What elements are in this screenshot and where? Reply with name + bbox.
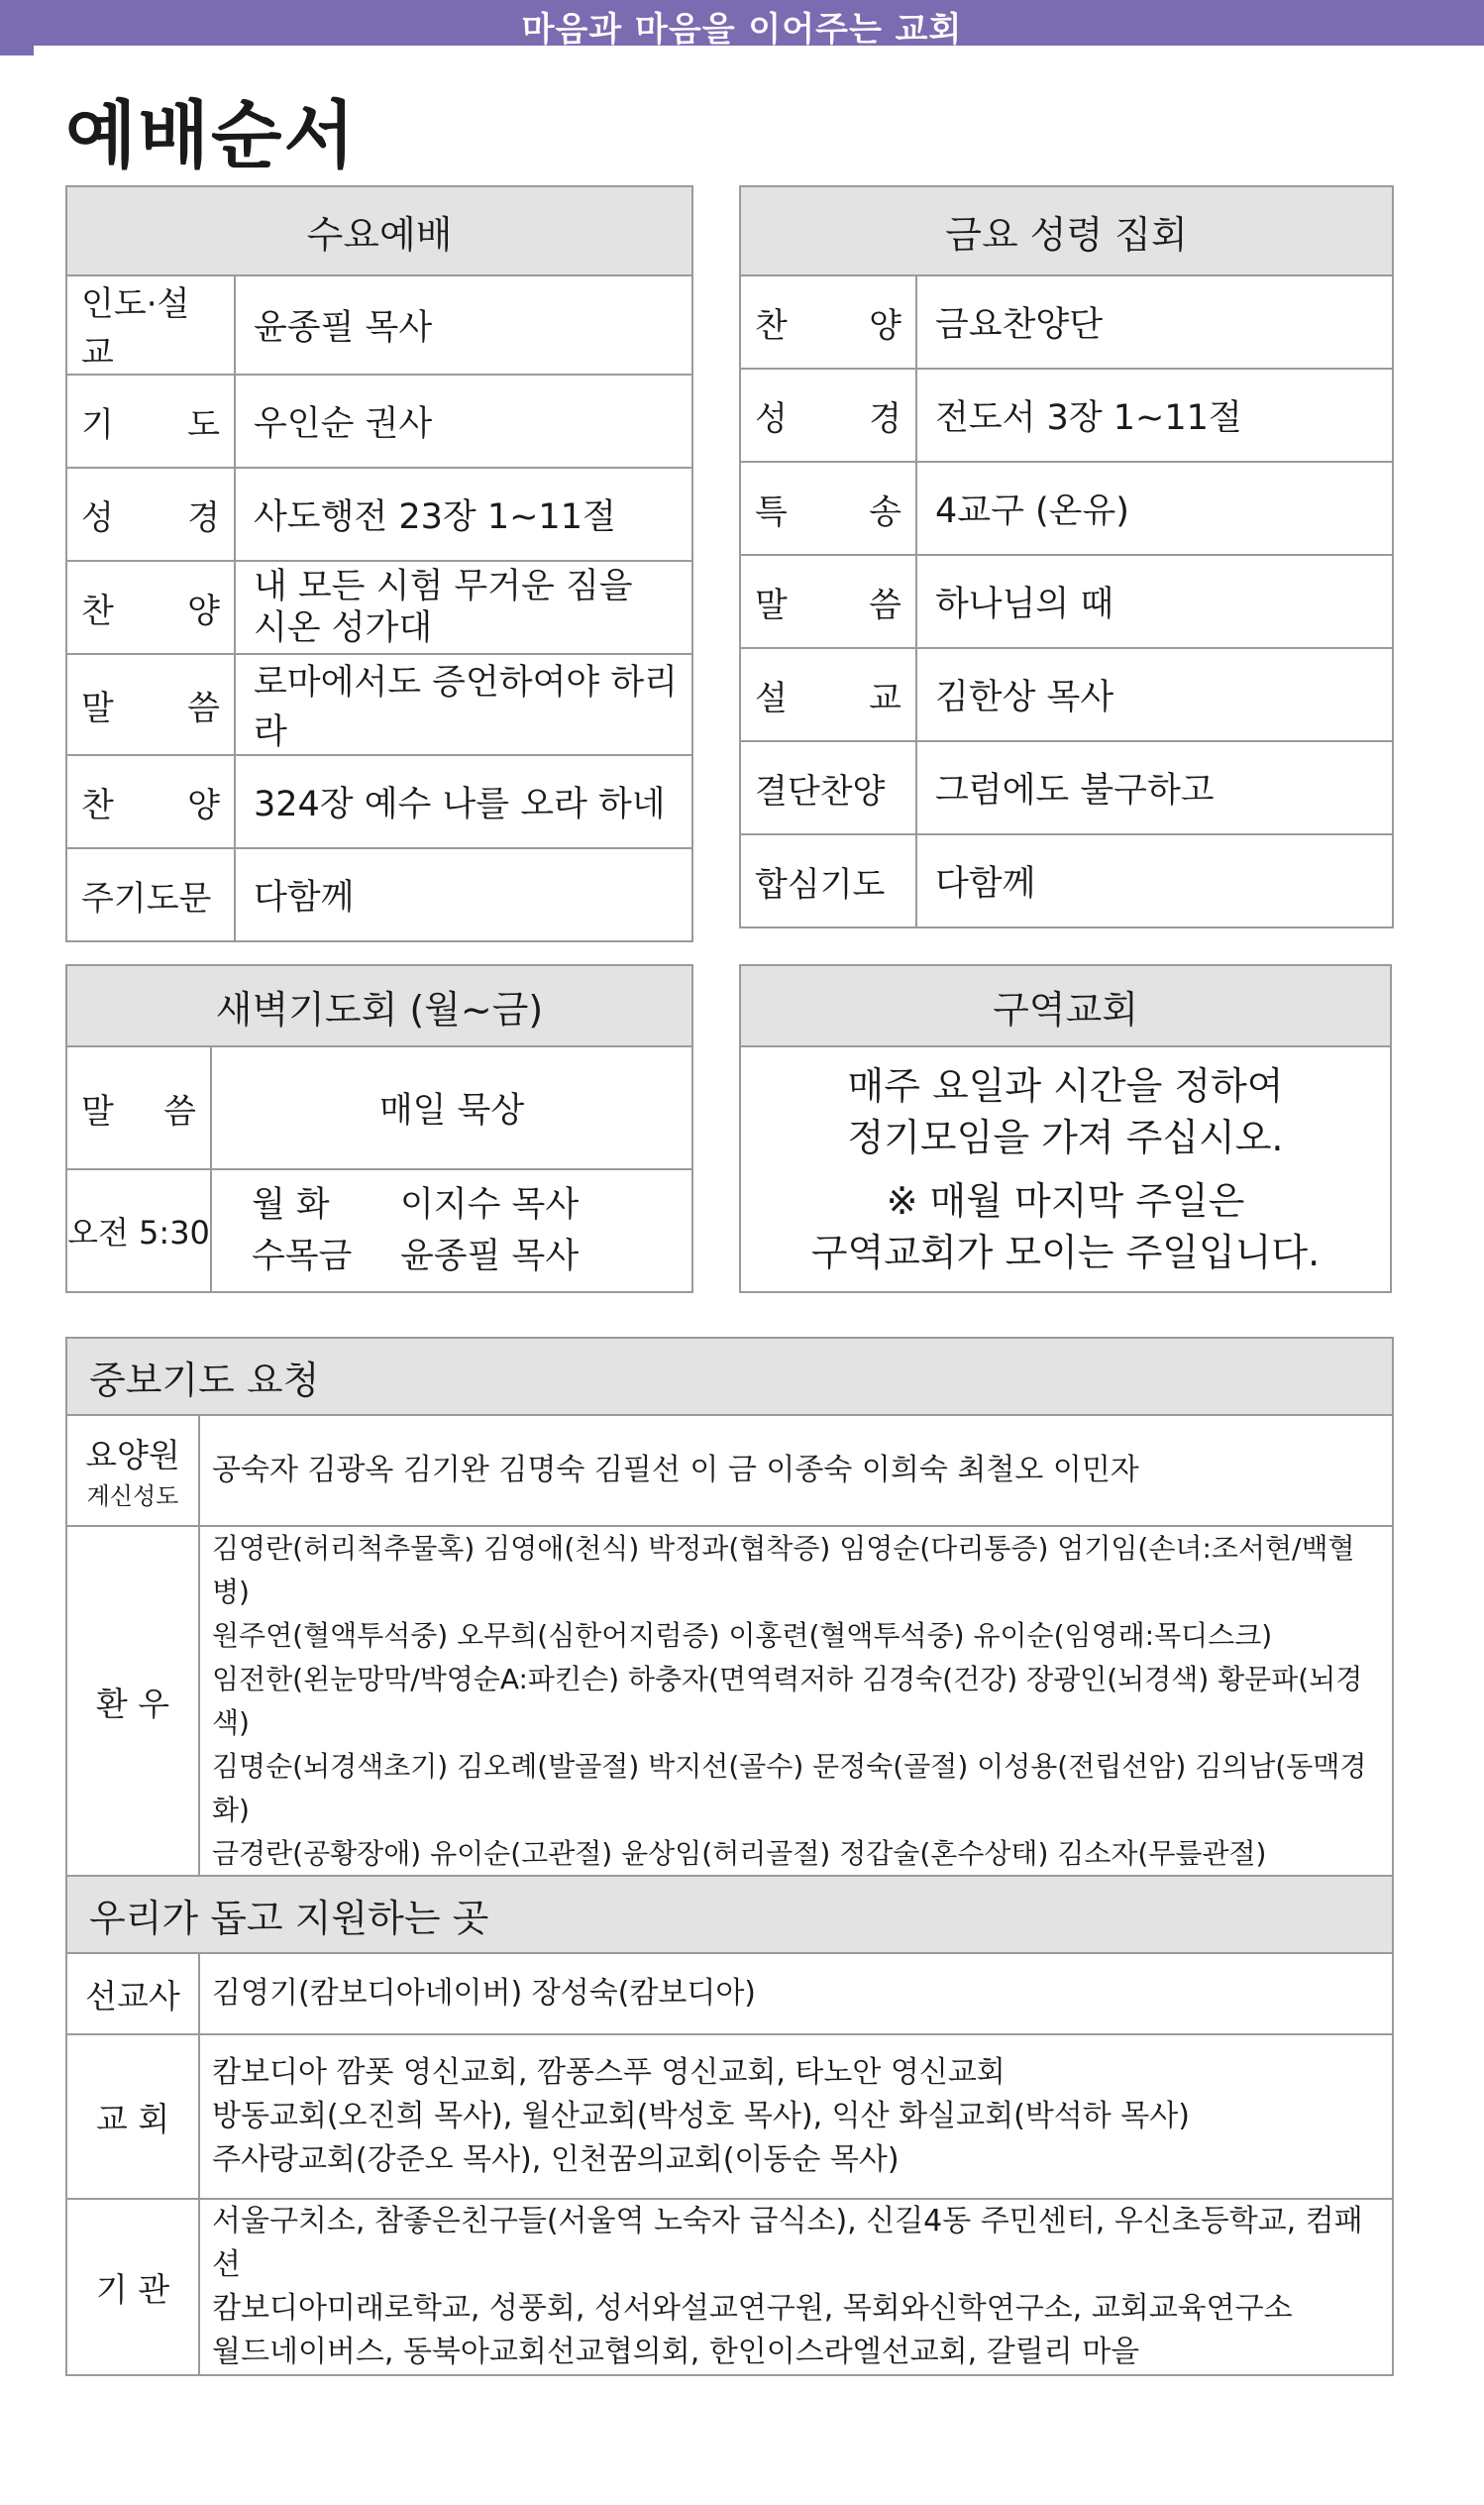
church-list — [199, 2034, 1393, 2199]
district-line: 매주 요일과 시간을 정하여 — [847, 1064, 1284, 1108]
fri-label-0: 찬 양 — [740, 275, 916, 369]
wed-value-0: 윤종필 목사 — [235, 275, 692, 375]
church-line: 방동교회(오진희 목사), 월산교회(박성호 목사), 익산 화실교회(박석하 목사) — [212, 2099, 1190, 2133]
fri-label-6: 합심기도 — [740, 834, 916, 927]
friday-title: 금요 성령 집회 — [740, 186, 1393, 275]
wed-hymn-title: 내 모든 시험 무거운 짐을 — [254, 567, 633, 606]
wed-value-3 — [235, 561, 692, 654]
wed-value-5: 324장 예수 나를 오라 하네 — [235, 755, 692, 848]
support-title: 우리가 돕고 지원하는 곳 — [66, 1876, 1393, 1953]
dawn-days: 수목금 — [252, 1237, 353, 1276]
dawn-days: 월 화 — [252, 1185, 330, 1225]
fri-value-3: 하나님의 때 — [916, 555, 1393, 648]
dawn-schedule-row — [252, 1179, 691, 1231]
dawn-time-label: 오전 5:30 — [66, 1169, 211, 1292]
wed-label-5: 찬 양 — [66, 755, 235, 848]
org-line: 서울구치소, 참좋은친구들(서울역 노숙자 급식소), 신길4동 주민센터, 우신초등학교, 컴패션 — [212, 2204, 1363, 2282]
page-title: 예배순서 — [65, 93, 357, 178]
patients-line: 임전한(왼눈망막/박영순A:파킨슨) 하충자(면역력저하 김경숙(건강) 장광인(뇌경색) 황문파(뇌경색) — [212, 1663, 1363, 1739]
patients-label: 환 우 — [66, 1526, 199, 1877]
church-line: 주사랑교회(강준오 목사), 인천꿈의교회(이동순 목사) — [212, 2142, 900, 2177]
fri-value-0: 금요찬양단 — [916, 275, 1393, 369]
fri-value-2: 4교구 (온유) — [916, 462, 1393, 555]
wed-label-4: 말 씀 — [66, 654, 235, 755]
dawn-prayer-table — [65, 964, 693, 1293]
wed-value-1: 우인순 권사 — [235, 375, 692, 468]
wednesday-title: 수요예배 — [66, 186, 692, 275]
fri-label-5: 결단찬양 — [740, 741, 916, 834]
fri-value-6: 다함께 — [916, 834, 1393, 927]
wed-choir: 시온 성가대 — [254, 608, 433, 648]
district-title: 구역교회 — [740, 965, 1391, 1046]
header-banner — [0, 0, 1484, 50]
dawn-schedule — [211, 1169, 692, 1292]
banner-text: 마음과 마음을 이어주는 교회 — [521, 10, 963, 50]
wed-label-3: 찬 양 — [66, 561, 235, 654]
patients-line: 금경란(공황장애) 유이순(고관절) 윤상임(허리골절) 정갑술(혼수상태) 김소자(무릎관절) — [212, 1837, 1267, 1870]
dawn-title: 새벽기도회 (월~금) — [66, 965, 692, 1046]
wed-label-1: 기 도 — [66, 375, 235, 468]
district-notice — [740, 1046, 1391, 1292]
patients-line: 원주연(혈액투석중) 오무희(심한어지럼증) 이홍련(혈액투석중) 유이순(임영래:목디스크) — [212, 1619, 1273, 1652]
friday-service-table — [739, 185, 1394, 928]
patients-list — [199, 1526, 1393, 1877]
wed-value-4: 로마에서도 증언하여야 하리라 — [235, 654, 692, 755]
nursing-names: 공숙자 김광옥 김기완 김명숙 김필선 이 금 이종숙 이희숙 최철오 이민자 — [199, 1415, 1393, 1526]
fri-label-4: 설 교 — [740, 648, 916, 741]
church-line: 캄보디아 깜폿 영신교회, 깜퐁스푸 영신교회, 타노안 영신교회 — [212, 2055, 1006, 2090]
banner-tail — [0, 46, 34, 55]
district-church-table — [739, 964, 1392, 1293]
dawn-word-label: 말 씀 — [66, 1046, 211, 1169]
wed-label-2: 성 경 — [66, 468, 235, 561]
wed-label-0: 인도·설교 — [66, 275, 235, 375]
fri-label-2: 특 송 — [740, 462, 916, 555]
nursing-sublabel: 계신성도 — [86, 1482, 179, 1510]
fri-value-1: 전도서 3장 1~11절 — [916, 369, 1393, 462]
missionary-value: 김영기(캄보디아네이버) 장성숙(캄보디아) — [199, 1953, 1393, 2034]
org-line: 캄보디아미래로학교, 성풍회, 성서와설교연구원, 목회와신학연구소, 교회교육연구소 — [212, 2291, 1293, 2326]
dawn-word-value: 매일 묵상 — [211, 1046, 692, 1169]
fri-label-1: 성 경 — [740, 369, 916, 462]
intercessory-prayer-table — [65, 1337, 1394, 1878]
district-line: ※ 매월 마지막 주일은 — [886, 1179, 1245, 1223]
prayer-title: 중보기도 요청 — [66, 1338, 1393, 1415]
missionary-label: 선교사 — [66, 1953, 199, 2034]
district-line: 정기모임을 가져 주십시오. — [847, 1116, 1284, 1159]
wed-value-2: 사도행전 23장 1~11절 — [235, 468, 692, 561]
church-label: 교 회 — [66, 2034, 199, 2199]
wednesday-service-table — [65, 185, 693, 942]
dawn-leader: 윤종필 목사 — [400, 1237, 580, 1276]
dawn-leader: 이지수 목사 — [400, 1185, 580, 1225]
fri-value-4: 김한상 목사 — [916, 648, 1393, 741]
wed-label-6: 주기도문 — [66, 848, 235, 941]
dawn-schedule-row — [252, 1231, 691, 1282]
wed-value-6: 다함께 — [235, 848, 692, 941]
nursing-label-text: 요양원 — [85, 1436, 180, 1474]
district-line: 구역교회가 모이는 주일입니다. — [810, 1231, 1321, 1274]
patients-line: 김영란(허리척추물혹) 김영애(천식) 박정과(협착증) 임영순(다리통증) 엄기임(손녀:조서현/백혈병) — [212, 1532, 1355, 1608]
nursing-label — [66, 1415, 199, 1526]
support-table — [65, 1875, 1394, 2376]
fri-label-3: 말 씀 — [740, 555, 916, 648]
fri-value-5: 그럼에도 불구하고 — [916, 741, 1393, 834]
org-list — [199, 2199, 1393, 2375]
patients-line: 김명순(뇌경색초기) 김오례(발골절) 박지선(골수) 문정숙(골절) 이성용(전립선암) 김의남(동맥경화) — [212, 1750, 1367, 1826]
org-label: 기 관 — [66, 2199, 199, 2375]
org-line: 월드네이버스, 동북아교회선교협의회, 한인이스라엘선교회, 갈릴리 마을 — [212, 2335, 1140, 2369]
